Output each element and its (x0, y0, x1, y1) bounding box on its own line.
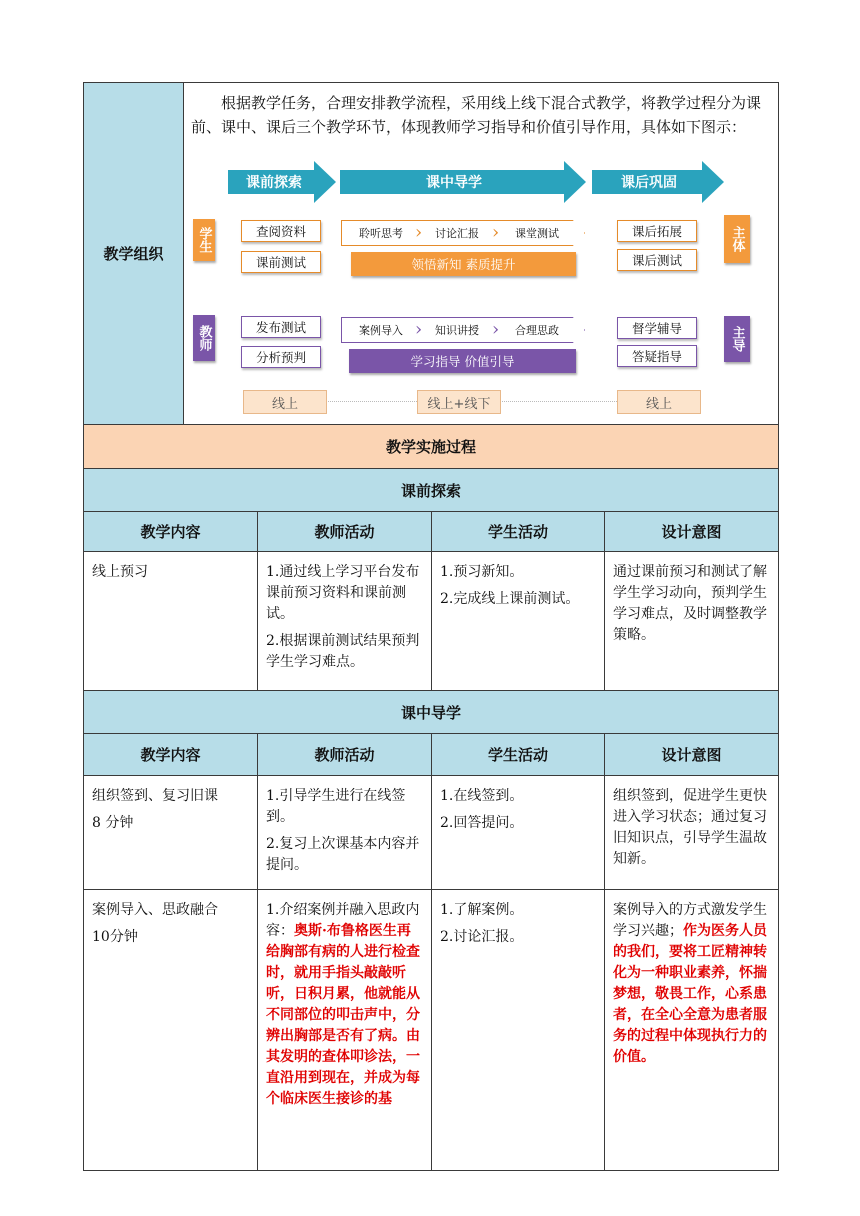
table-row-cell-intent: 组织签到，促进学生更快进入学习状态；通过复习旧知识点，引导学生温故知新。 (604, 775, 779, 890)
chevron-right-icon: › (492, 319, 500, 340)
teacher-mid-bar: 学习指导 价值引导 (349, 349, 576, 373)
student-post-2: 课后测试 (617, 249, 697, 271)
teacher-pre-1: 发布测试 (241, 316, 321, 338)
stage-pre-label: 课前探索 (246, 175, 302, 191)
student-tag: 学生 (193, 219, 215, 261)
table-row-cell-intent: 案例导入的方式激发学生学习兴趣；作为医务人员的我们，要将工匠精神转化为一种职业素养，怀揣梦想，敬畏工作，心系患者，在全心全意为患者服务的过程中体现执行力的价值。 (604, 889, 779, 1171)
table-row-cell-content: 案例导入、思政融合 10分钟 (83, 889, 258, 1171)
col-header-student: 学生活动 (431, 511, 605, 552)
table-row-cell-student: 1.了解案例。 2.讨论汇报。 (431, 889, 605, 1171)
student-pre-1: 查阅资料 (241, 220, 321, 242)
student-post-1: 课后拓展 (617, 220, 697, 242)
student-step-2: 讨论汇报 (435, 227, 479, 240)
student-mid-bar: 领悟新知 素质提升 (351, 252, 576, 276)
col-header-teacher: 教师活动 (257, 733, 432, 776)
table-row-cell-teacher: 1.引导学生进行在线签到。 2.复习上次课基本内容并提问。 (257, 775, 432, 890)
teacher-step-1: 案例导入 (359, 324, 403, 337)
teacher-pre-2: 分析预判 (241, 346, 321, 368)
stage-mid-label: 课中导学 (426, 175, 482, 191)
table-row-cell-content: 线上预习 (83, 551, 258, 691)
col-header-teacher: 教师活动 (257, 511, 432, 552)
teacher-post-2: 答疑指导 (617, 345, 697, 367)
col-header-student: 学生活动 (431, 733, 605, 776)
chevron-right-icon: › (415, 222, 423, 243)
teacher-role-tag: 主导 (724, 316, 750, 362)
col-header-intent: 设计意图 (604, 511, 779, 552)
table-row-cell-teacher: 1.通过线上学习平台发布课前预习资料和课前测试。 2.根据课前测试结果预判学生学习难点。 (257, 551, 432, 691)
teacher-post-1: 督学辅导 (617, 317, 697, 339)
table-row-cell-student: 1.预习新知。 2.完成线上课前测试。 (431, 551, 605, 691)
table-row-cell-intent: 通过课前预习和测试了解学生学习动向，预判学生学习难点，及时调整教学策略。 (604, 551, 779, 691)
process-diagram (183, 161, 779, 421)
stage-arrow-mid (340, 165, 588, 199)
table-row-cell-student: 1.在线签到。 2.回答提问。 (431, 775, 605, 890)
org-content-cell (183, 82, 779, 425)
mode-blended: 线上+线下 (417, 390, 501, 414)
section-title-pre: 课前探索 (83, 468, 779, 512)
mode-online-pre: 线上 (243, 390, 327, 414)
table-row-cell-teacher: 1.介绍案例并融入思政内容：奥斯·布鲁格医生再给胸部有病的人进行检查时，就用手指头敲敲听听，日积月累，他就能从不同部位的叩击声中，分辨出胸部是否有了病。由其发明的查体叩诊法，一直沿用到现在，并成为每个临床医生接诊的基 (257, 889, 432, 1171)
chevron-right-icon: › (492, 222, 500, 243)
mode-online-post: 线上 (617, 390, 701, 414)
table-row-cell-content: 组织签到、复习旧课 8 分钟 (83, 775, 258, 890)
student-role-tag: 主体 (724, 215, 750, 263)
process-title: 教学实施过程 (83, 424, 779, 469)
col-header-intent: 设计意图 (604, 733, 779, 776)
section-title-mid: 课中导学 (83, 690, 779, 734)
student-pre-2: 课前测试 (241, 251, 321, 273)
teacher-step-2: 知识讲授 (435, 324, 479, 337)
teacher-step-3: 合理思政 (515, 324, 559, 337)
student-step-3: 课堂测试 (515, 227, 559, 240)
stage-arrow-pre (228, 165, 336, 199)
org-intro: 根据教学任务，合理安排教学流程，采用线上线下混合式教学，将教学过程分为课前、课中、课后三个教学环节，体现教师学习指导和价值引导作用，具体如下图示： (191, 94, 762, 136)
student-step-1: 聆听思考 (359, 227, 403, 240)
teacher-tag: 教师 (193, 315, 215, 361)
col-header-content: 教学内容 (83, 511, 258, 552)
stage-post-label: 课后巩固 (621, 175, 677, 191)
col-header-content: 教学内容 (83, 733, 258, 776)
chevron-right-icon: › (415, 319, 423, 340)
stage-arrow-post (592, 165, 726, 199)
org-label: 教学组织 (103, 245, 164, 263)
org-label-cell (83, 82, 184, 425)
